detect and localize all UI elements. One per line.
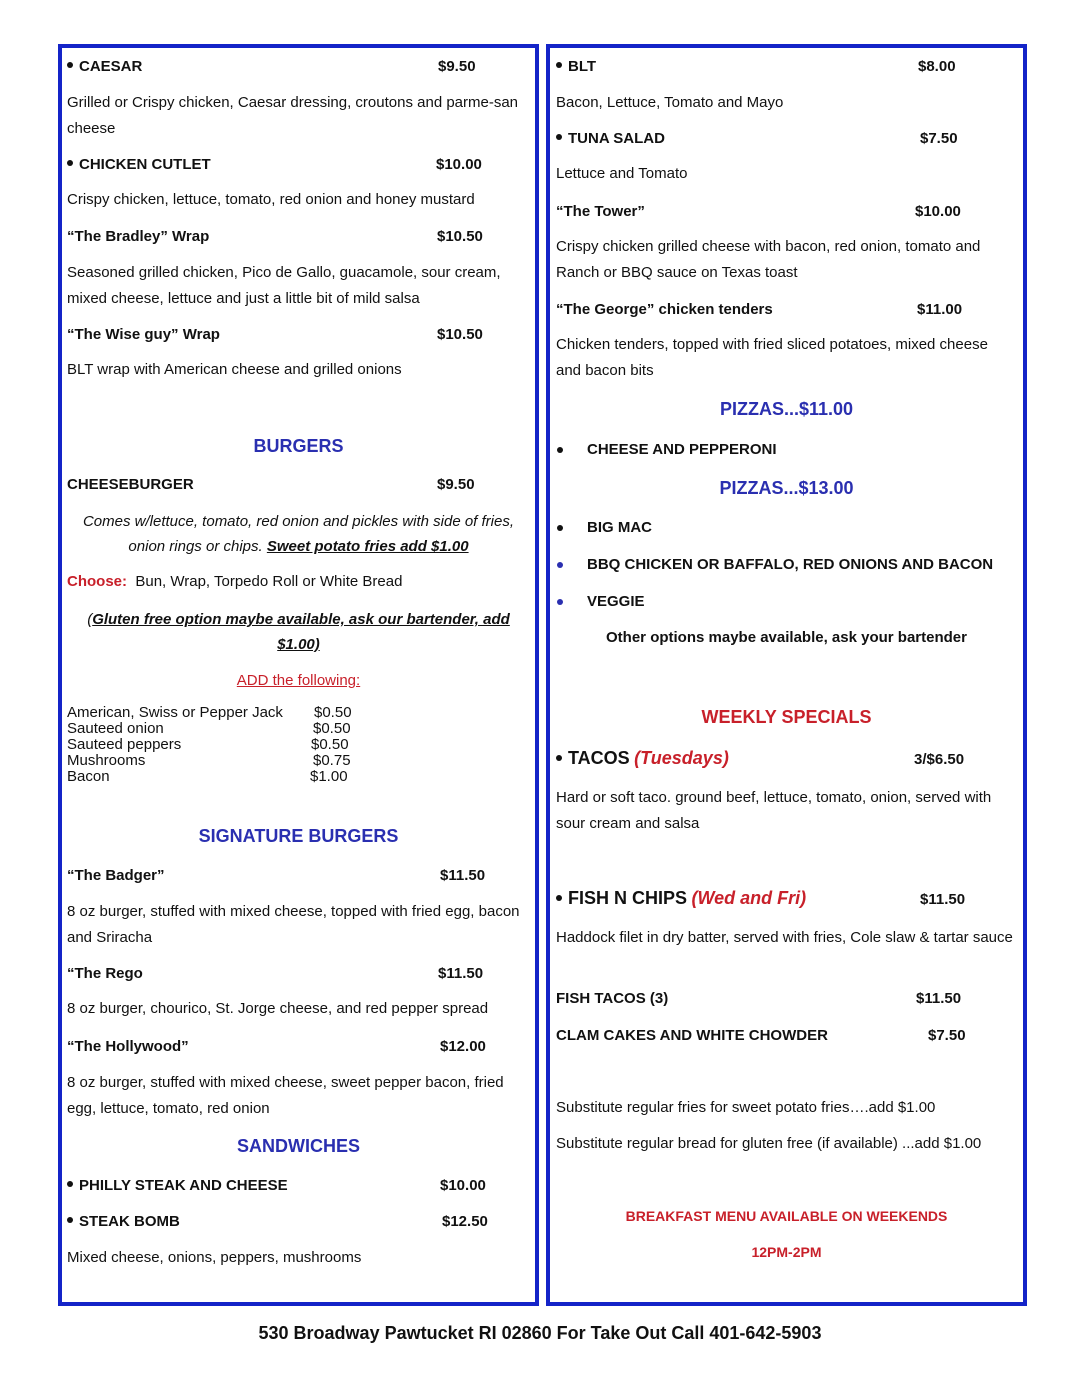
item-price: $11.50 [920,891,966,908]
item-description: BLT wrap with American cheese and grilled onions [67,361,402,378]
menu-item-chicken-cutlet [67,156,211,173]
pizza-options-note: Other options maybe available, ask your bartender [606,629,967,646]
item-description: 8 oz burger, stuffed with mixed cheese, topped with fried egg, bacon and Sriracha [67,903,520,946]
sandwiches-heading: SANDWICHES [236,1136,360,1156]
menu-item-hollywood: “The Hollywood” [67,1038,189,1055]
substitute-note: Substitute regular fries for sweet potato fries….add $1.00 [556,1099,936,1116]
pizza-item: BIG MAC [587,519,652,536]
item-price: $11.00 [917,301,963,318]
item-name: CHICKEN CUTLET [79,156,211,173]
item-description: Grilled or Crispy chicken, Caesar dressing, croutons and parme-san cheese [67,94,519,137]
item-description: 8 oz burger, stuffed with mixed cheese, sweet pepper bacon, fried egg, lettuce, tomato, red onion [67,1074,504,1117]
addon-name: Bacon [67,768,110,785]
sweet-potato-note: Sweet potato fries add $1.00 [266,538,469,555]
item-price: $9.50 [437,476,475,493]
gluten-text: Gluten free option maybe available, ask our bartender, add $1.00) [92,611,510,653]
item-price: $7.50 [928,1027,966,1044]
item-price: $11.50 [440,867,486,884]
item-description: Crispy chicken grilled cheese with bacon, red onion, tomato and Ranch or BBQ sauce on Texas toast [556,238,981,281]
item-description: Crispy chicken, lettuce, tomato, red onion and honey mustard [67,191,475,208]
choose-line [67,569,402,595]
bullet-icon [557,599,563,605]
special-tacos [556,748,729,769]
pizza-item: CHEESE AND PEPPERONI [587,441,777,458]
footer-address: 530 Broadway Pawtucket RI 02860 For Take Out Call 401-642-5903 [258,1323,822,1343]
item-name: BLT [568,58,597,75]
item-name: STEAK BOMB [79,1213,180,1230]
menu-item-philly-steak [67,1177,288,1194]
menu-item-fish-tacos: FISH TACOS (3) [556,990,669,1007]
item-price: $8.00 [918,58,956,75]
cheeseburger-desc-text: Comes w/lettuce, tomato, red onion and pickles with side of fries, onion rings or chips. [82,513,515,555]
item-price: 3/$6.50 [914,751,965,768]
item-price: $10.50 [437,326,483,343]
burgers-heading: BURGERS [253,436,344,456]
menu-item-badger: “The Badger” [67,867,165,884]
item-description: Bacon, Lettuce, Tomato and Mayo [556,94,784,111]
menu-item-blt [556,58,596,75]
item-name: CAESAR [79,58,143,75]
menu-item-steak-bomb [67,1213,180,1230]
menu-item-clam-cakes: CLAM CAKES AND WHITE CHOWDER [556,1027,828,1044]
bullet-icon [556,755,562,761]
pizza-item: BBQ CHICKEN OR BAFFALO, RED ONIONS AND BACON [587,556,994,573]
bullet-icon [556,62,562,68]
special-fish-n-chips [556,888,806,909]
menu-item-tower: “The Tower” [556,203,645,220]
item-price: $10.50 [437,228,483,245]
item-price: $12.50 [442,1213,488,1230]
substitute-note: Substitute regular bread for gluten free (if available) ...add $1.00 [556,1135,982,1152]
gluten-paren: ( [87,611,93,628]
addon-name: Sauteed onion [67,720,164,737]
special-name: TACOS [568,748,630,768]
menu-item-wise-guy-wrap: “The Wise guy” Wrap [67,326,220,343]
item-description: Seasoned grilled chicken, Pico de Gallo, guacamole, sour cream, mixed cheese, lettuce and just a little bit of mild salsa [67,264,501,307]
bullet-icon [556,895,562,901]
menu-item-cheeseburger: CHEESEBURGER [67,476,194,493]
special-day: (Wed and Fri) [691,888,807,908]
item-price: $9.50 [438,58,476,75]
breakfast-hours: 12PM-2PM [751,1244,822,1260]
cheeseburger-description [72,509,525,559]
pizza-11-heading: PIZZAS...$11.00 [719,399,854,419]
addon-price: $0.50 [314,704,352,721]
item-price: $10.00 [440,1177,486,1194]
bullet-icon [67,1217,73,1223]
item-price: $10.00 [436,156,482,173]
menu-item-rego: “The Rego [67,965,143,982]
add-following-heading: ADD the following: [236,672,361,689]
bullet-icon [557,562,563,568]
addon-price: $0.50 [311,736,349,753]
item-description: Lettuce and Tomato [556,165,688,182]
gluten-free-note [72,607,525,657]
menu-item-caesar [67,58,142,75]
item-description: Hard or soft taco. ground beef, lettuce, tomato, onion, served with sour cream and salsa [556,789,992,832]
menu-item-tuna-salad [556,130,665,147]
bullet-icon [67,1181,73,1187]
bullet-icon [67,160,73,166]
menu-item-bradley-wrap: “The Bradley” Wrap [67,228,210,245]
item-name: PHILLY STEAK AND CHEESE [79,1177,288,1194]
special-day: (Tuesdays) [634,748,729,768]
addon-name: Mushrooms [67,752,146,769]
item-price: $12.00 [440,1038,486,1055]
item-name: TUNA SALAD [568,130,665,147]
addon-price: $0.50 [313,720,351,737]
bullet-icon [557,525,563,531]
item-description: 8 oz burger, chourico, St. Jorge cheese, and red pepper spread [67,1000,489,1017]
item-description: Chicken tenders, topped with fried sliced potatoes, mixed cheese and bacon bits [556,336,988,379]
item-description: Mixed cheese, onions, peppers, mushrooms [67,1249,362,1266]
item-description: Haddock filet in dry batter, served with fries, Cole slaw & tartar sauce [556,929,1013,946]
bullet-icon [556,134,562,140]
pizza-item: VEGGIE [587,593,645,610]
bullet-icon [557,447,563,453]
addon-name: American, Swiss or Pepper Jack [67,704,283,721]
choose-label: Choose: [67,573,127,590]
menu-item-george: “The George” chicken tenders [556,301,773,318]
weekly-specials-heading: WEEKLY SPECIALS [701,707,872,727]
item-price: $7.50 [920,130,958,147]
signature-burgers-heading: SIGNATURE BURGERS [198,826,399,846]
item-price: $11.50 [916,990,962,1007]
breakfast-note: BREAKFAST MENU AVAILABLE ON WEEKENDS [625,1208,948,1224]
item-price: $11.50 [438,965,484,982]
pizza-13-heading: PIZZAS...$13.00 [719,478,854,498]
item-price: $10.00 [915,203,961,220]
special-name: FISH N CHIPS [568,888,688,908]
bullet-icon [67,62,73,68]
addon-price: $0.75 [313,752,351,769]
addon-price: $1.00 [310,768,348,785]
addon-name: Sauteed peppers [67,736,182,753]
choose-options: Bun, Wrap, Torpedo Roll or White Bread [135,573,403,590]
